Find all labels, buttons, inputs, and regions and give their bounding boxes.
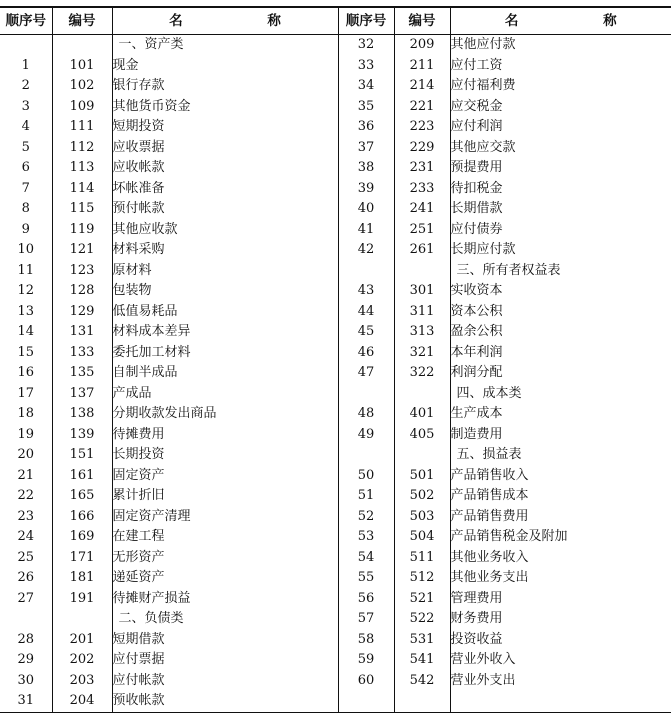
account-name-cell-right: 本年利润 [450, 344, 503, 360]
table-row [0, 56, 671, 77]
header-name-right-text: 名 称 [504, 13, 657, 29]
seq-cell: 11 [0, 261, 52, 282]
table-row [0, 220, 671, 241]
account-name-cell: 材料成本差异 [112, 322, 338, 343]
account-name-cell-right: 产品销售费用 [450, 508, 529, 524]
table-row [0, 302, 671, 323]
seq-cell: 16 [0, 363, 52, 384]
code-cell: 202 [52, 650, 112, 671]
seq-cell: 18 [0, 404, 52, 425]
table-row [0, 199, 671, 220]
seq-cell [0, 609, 52, 630]
account-name-cell: 预付帐款 [112, 199, 338, 220]
code-cell: 121 [52, 240, 112, 261]
table-row [0, 138, 671, 159]
seq-cell-right: 38 [338, 158, 394, 179]
seq-cell: 1 [0, 56, 52, 77]
code-cell-right: 223 [394, 117, 450, 138]
seq-cell-right: 51 [338, 486, 394, 507]
account-name-cell-right: 制造费用 [450, 426, 503, 442]
account-name-cell-right: 五、损益表 [456, 447, 522, 463]
account-name-cell: 银行存款 [112, 76, 338, 97]
account-name-cell: 短期借款 [112, 630, 338, 651]
account-name-cell-right: 四、成本类 [456, 385, 522, 401]
seq-cell-right: 36 [338, 117, 394, 138]
seq-cell-right: 58 [338, 630, 394, 651]
account-name-cell: 原材料 [112, 261, 338, 282]
code-cell: 166 [52, 507, 112, 528]
account-name-cell: 长期投资 [112, 445, 338, 466]
code-cell: 135 [52, 363, 112, 384]
seq-cell-right: 42 [338, 240, 394, 261]
code-cell-right: 542 [394, 671, 450, 692]
account-name-cell: 坏帐准备 [112, 179, 338, 200]
seq-cell-right: 45 [338, 322, 394, 343]
seq-cell-right: 46 [338, 343, 394, 364]
code-cell-right: 209 [394, 35, 450, 56]
account-name-cell: 现金 [112, 56, 338, 77]
code-cell-right: 502 [394, 486, 450, 507]
table-row [0, 240, 671, 261]
table-row [0, 589, 671, 610]
table-row [0, 158, 671, 179]
code-cell-right: 241 [394, 199, 450, 220]
seq-cell: 22 [0, 486, 52, 507]
seq-cell-right: 40 [338, 199, 394, 220]
code-cell: 138 [52, 404, 112, 425]
account-name-cell-right: 待扣税金 [450, 180, 503, 196]
seq-cell: 26 [0, 568, 52, 589]
code-cell-right: 251 [394, 220, 450, 241]
seq-cell: 12 [0, 281, 52, 302]
seq-cell: 20 [0, 445, 52, 466]
table-row [0, 363, 671, 384]
seq-cell: 4 [0, 117, 52, 138]
code-cell: 128 [52, 281, 112, 302]
seq-cell-right: 47 [338, 363, 394, 384]
table-row [0, 425, 671, 446]
table-row [0, 343, 671, 364]
code-cell [52, 35, 112, 56]
code-cell-right: 211 [394, 56, 450, 77]
code-cell-right [394, 445, 450, 466]
seq-cell: 24 [0, 527, 52, 548]
seq-cell-right: 56 [338, 589, 394, 610]
seq-cell: 28 [0, 630, 52, 651]
code-cell-right: 311 [394, 302, 450, 323]
table-row [0, 117, 671, 138]
code-cell-right: 541 [394, 650, 450, 671]
header-code-right: 编号 [394, 7, 450, 35]
code-cell-right [394, 261, 450, 282]
seq-cell: 27 [0, 589, 52, 610]
code-cell: 109 [52, 97, 112, 118]
table-row [0, 609, 671, 630]
code-cell: 181 [52, 568, 112, 589]
table-row [0, 261, 671, 282]
code-cell: 123 [52, 261, 112, 282]
table-row [0, 691, 671, 712]
header-seq: 顺序号 [0, 7, 52, 35]
seq-cell: 7 [0, 179, 52, 200]
seq-cell: 6 [0, 158, 52, 179]
account-name-cell-right: 营业外收入 [450, 652, 516, 668]
code-cell-right: 511 [394, 548, 450, 569]
code-cell: 165 [52, 486, 112, 507]
header-name-text: 名 称 [169, 13, 321, 29]
seq-cell: 19 [0, 425, 52, 446]
code-cell: 191 [52, 589, 112, 610]
account-name-cell: 在建工程 [112, 527, 338, 548]
code-cell-right: 229 [394, 138, 450, 159]
seq-cell-right: 53 [338, 527, 394, 548]
account-name-cell-right: 营业外支出 [450, 672, 516, 688]
account-name-cell: 预收帐款 [112, 691, 338, 712]
table-row [0, 404, 671, 425]
header-name [112, 7, 338, 35]
seq-cell-right: 35 [338, 97, 394, 118]
code-cell: 203 [52, 671, 112, 692]
code-cell: 161 [52, 466, 112, 487]
account-name-cell: 应收帐款 [112, 158, 338, 179]
seq-cell: 30 [0, 671, 52, 692]
code-cell: 102 [52, 76, 112, 97]
account-name-cell: 应付票据 [112, 650, 338, 671]
seq-cell: 15 [0, 343, 52, 364]
code-cell-right: 322 [394, 363, 450, 384]
seq-cell: 23 [0, 507, 52, 528]
account-name-cell: 材料采购 [112, 240, 338, 261]
header-name-right [450, 7, 671, 35]
seq-cell-right: 37 [338, 138, 394, 159]
seq-cell-right: 33 [338, 56, 394, 77]
seq-cell-right: 39 [338, 179, 394, 200]
table-row [0, 281, 671, 302]
account-name-cell-right: 长期借款 [450, 201, 503, 217]
code-cell-right: 405 [394, 425, 450, 446]
account-name-cell: 分期收款发出商品 [112, 404, 338, 425]
seq-cell: 5 [0, 138, 52, 159]
seq-cell-right: 52 [338, 507, 394, 528]
account-name-cell-right: 应交税金 [450, 98, 503, 114]
account-name-cell-right: 资本公积 [450, 303, 503, 319]
account-name-cell-right: 其他业务支出 [450, 570, 529, 586]
account-name-cell-right: 产品销售税金及附加 [450, 529, 568, 545]
account-name-cell: 其他货币资金 [112, 97, 338, 118]
account-name-cell-right: 应付债券 [450, 221, 503, 237]
account-name-cell-right: 产品销售收入 [450, 467, 529, 483]
table-row [0, 486, 671, 507]
code-cell-right: 313 [394, 322, 450, 343]
code-cell: 201 [52, 630, 112, 651]
code-cell-right: 531 [394, 630, 450, 651]
seq-cell: 9 [0, 220, 52, 241]
seq-cell: 17 [0, 384, 52, 405]
code-cell-right: 503 [394, 507, 450, 528]
table-row [0, 179, 671, 200]
table-row [0, 322, 671, 343]
table-row [0, 76, 671, 97]
account-name-cell: 固定资产 [112, 466, 338, 487]
code-cell: 171 [52, 548, 112, 569]
account-name-cell: 应付帐款 [112, 671, 338, 692]
account-name-cell: 委托加工材料 [112, 343, 338, 364]
seq-cell [0, 35, 52, 56]
account-name-cell-right: 预提费用 [450, 160, 503, 176]
account-name-cell-right: 其他业务收入 [450, 549, 529, 565]
table-row [0, 466, 671, 487]
seq-cell-right: 32 [338, 35, 394, 56]
seq-cell-right: 44 [338, 302, 394, 323]
code-cell: 119 [52, 220, 112, 241]
code-cell-right: 221 [394, 97, 450, 118]
seq-cell-right: 41 [338, 220, 394, 241]
account-name-cell: 一、资产类 [112, 35, 338, 56]
account-name-cell: 待摊费用 [112, 425, 338, 446]
seq-cell: 13 [0, 302, 52, 323]
account-name-cell: 待摊财产损益 [112, 589, 338, 610]
seq-cell-right: 43 [338, 281, 394, 302]
table-row [0, 650, 671, 671]
code-cell-right: 233 [394, 179, 450, 200]
seq-cell-right: 55 [338, 568, 394, 589]
seq-cell-right: 59 [338, 650, 394, 671]
code-cell: 131 [52, 322, 112, 343]
account-name-cell: 累计折旧 [112, 486, 338, 507]
account-name-cell-right: 盈余公积 [450, 324, 503, 340]
seq-cell: 29 [0, 650, 52, 671]
code-cell-right: 522 [394, 609, 450, 630]
code-cell-right: 301 [394, 281, 450, 302]
table-row [0, 384, 671, 405]
account-name-cell-right: 实收资本 [450, 283, 503, 299]
table-body [0, 35, 671, 713]
seq-cell-right: 34 [338, 76, 394, 97]
account-name-cell-right: 利润分配 [450, 365, 503, 381]
code-cell-right: 321 [394, 343, 450, 364]
code-cell: 139 [52, 425, 112, 446]
account-name-cell: 递延资产 [112, 568, 338, 589]
table-row [0, 507, 671, 528]
code-cell: 137 [52, 384, 112, 405]
account-name-cell-right [450, 691, 671, 712]
account-name-cell-right: 财务费用 [450, 611, 503, 627]
table-row [0, 35, 671, 56]
seq-cell: 10 [0, 240, 52, 261]
code-cell: 151 [52, 445, 112, 466]
code-cell [52, 609, 112, 630]
account-name-cell: 自制半成品 [112, 363, 338, 384]
account-name-cell-right: 投资收益 [450, 631, 503, 647]
seq-cell-right [338, 691, 394, 712]
code-cell-right [394, 384, 450, 405]
account-name-cell: 固定资产清理 [112, 507, 338, 528]
chart-of-accounts-table [0, 6, 671, 713]
code-cell-right: 521 [394, 589, 450, 610]
account-name-cell-right: 长期应付款 [450, 242, 516, 258]
table-row [0, 568, 671, 589]
seq-cell-right [338, 261, 394, 282]
table-row [0, 445, 671, 466]
code-cell: 101 [52, 56, 112, 77]
account-name-cell-right: 应付福利费 [450, 78, 516, 94]
code-cell-right: 401 [394, 404, 450, 425]
seq-cell: 2 [0, 76, 52, 97]
account-name-cell-right: 三、所有者权益表 [456, 262, 561, 278]
code-cell-right: 504 [394, 527, 450, 548]
table-row [0, 527, 671, 548]
seq-cell-right: 50 [338, 466, 394, 487]
seq-cell: 25 [0, 548, 52, 569]
code-cell-right: 231 [394, 158, 450, 179]
seq-cell: 14 [0, 322, 52, 343]
account-name-cell-right: 生产成本 [450, 406, 503, 422]
code-cell-right: 261 [394, 240, 450, 261]
table-row [0, 548, 671, 569]
code-cell: 129 [52, 302, 112, 323]
account-name-cell: 无形资产 [112, 548, 338, 569]
account-name-cell: 包装物 [112, 281, 338, 302]
code-cell: 112 [52, 138, 112, 159]
table-row [0, 630, 671, 651]
seq-cell-right: 54 [338, 548, 394, 569]
account-name-cell: 短期投资 [112, 117, 338, 138]
code-cell: 115 [52, 199, 112, 220]
table-header-row [0, 7, 671, 35]
account-name-cell: 二、负债类 [112, 609, 338, 630]
seq-cell-right: 60 [338, 671, 394, 692]
seq-cell-right: 57 [338, 609, 394, 630]
seq-cell: 8 [0, 199, 52, 220]
code-cell-right: 501 [394, 466, 450, 487]
account-name-cell-right: 产品销售成本 [450, 488, 529, 504]
account-name-cell-right: 应付工资 [450, 57, 503, 73]
code-cell-right: 512 [394, 568, 450, 589]
seq-cell-right: 48 [338, 404, 394, 425]
account-name-cell-right: 管理费用 [450, 590, 503, 606]
code-cell: 169 [52, 527, 112, 548]
table-row [0, 97, 671, 118]
seq-cell: 3 [0, 97, 52, 118]
account-name-cell-right: 其他应交款 [450, 139, 516, 155]
code-cell-right: 214 [394, 76, 450, 97]
code-cell: 204 [52, 691, 112, 712]
seq-cell: 21 [0, 466, 52, 487]
header-seq-right: 顺序号 [338, 7, 394, 35]
account-name-cell: 产成品 [112, 384, 338, 405]
account-name-cell-right: 应付利润 [450, 119, 503, 135]
account-name-cell: 应收票据 [112, 138, 338, 159]
account-name-cell-right: 其他应付款 [450, 37, 516, 53]
code-cell: 111 [52, 117, 112, 138]
code-cell: 113 [52, 158, 112, 179]
code-cell-right [394, 691, 450, 712]
account-name-cell: 其他应收款 [112, 220, 338, 241]
table-row [0, 671, 671, 692]
seq-cell-right [338, 445, 394, 466]
seq-cell: 31 [0, 691, 52, 712]
seq-cell-right [338, 384, 394, 405]
account-name-cell: 低值易耗品 [112, 302, 338, 323]
code-cell: 114 [52, 179, 112, 200]
seq-cell-right: 49 [338, 425, 394, 446]
code-cell: 133 [52, 343, 112, 364]
header-code: 编号 [52, 7, 112, 35]
